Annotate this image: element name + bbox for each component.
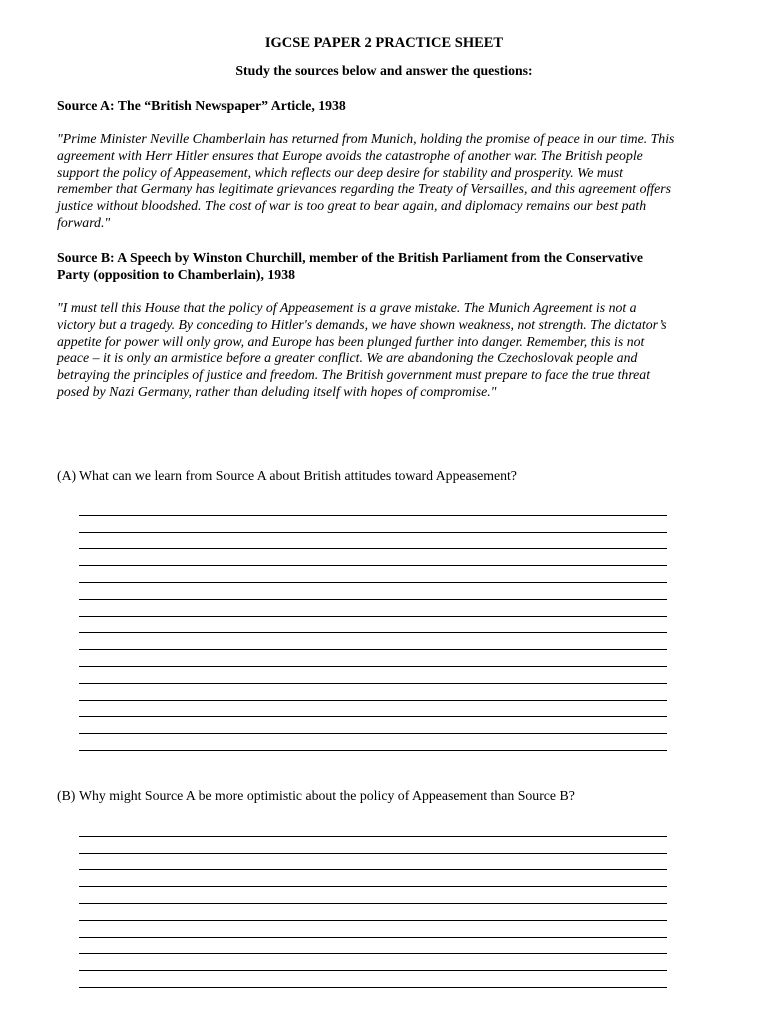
question-b bbox=[57, 788, 707, 804]
question-a-text: What can we learn from Source A about British attitudes toward Appeasement? bbox=[79, 468, 517, 483]
answer-line[interactable] bbox=[79, 954, 667, 971]
answer-line[interactable] bbox=[79, 820, 667, 837]
answer-line[interactable] bbox=[79, 904, 667, 921]
answer-line[interactable] bbox=[79, 600, 667, 617]
answer-line[interactable] bbox=[79, 921, 667, 938]
answer-line[interactable] bbox=[79, 701, 667, 718]
source-b-heading: Source B: A Speech by Winston Churchill, member of the British Parliament from the Conservative Party (opposition to Chamberlain), 1938 bbox=[57, 250, 643, 282]
answer-line[interactable] bbox=[79, 870, 667, 887]
answer-line[interactable] bbox=[79, 533, 667, 550]
answer-line[interactable] bbox=[79, 938, 667, 955]
source-b-text: "I must tell this House that the policy of Appeasement is a grave mistake. The Munich Agreement is not a victory but a tragedy. By conceding to Hitler's demands, we have shown weakness, not strength. The dictator’s appetite for power will only grow, and Europe has been plunged further into danger. Remember, this is not peace – it is only an armistice before a greater conflict. We are abandoning the Czechoslovak people and betraying the principles of justice and freedom. The British government must prepare to face the true threat posed by Nazi Germany, rather than deluding itself with hopes of compromise." bbox=[57, 300, 667, 399]
answer-line[interactable] bbox=[79, 887, 667, 904]
answer-line[interactable] bbox=[79, 971, 667, 988]
question-a bbox=[57, 468, 707, 484]
answer-line[interactable] bbox=[79, 667, 667, 684]
source-a-heading: Source A: The “British Newspaper” Article, 1938 bbox=[57, 98, 346, 113]
answer-line[interactable] bbox=[79, 549, 667, 566]
instructions: Study the sources below and answer the questions: bbox=[235, 63, 533, 78]
question-b-label: (B) bbox=[57, 788, 76, 803]
answer-line[interactable] bbox=[79, 516, 667, 533]
answer-line[interactable] bbox=[79, 734, 667, 751]
question-b-text: Why might Source A be more optimistic about the policy of Appeasement than Source B? bbox=[79, 788, 575, 803]
answer-line[interactable] bbox=[79, 854, 667, 871]
answer-line[interactable] bbox=[79, 717, 667, 734]
answer-lines-b[interactable] bbox=[79, 820, 667, 988]
answer-lines-a[interactable] bbox=[79, 499, 667, 751]
answer-line[interactable] bbox=[79, 583, 667, 600]
answer-line[interactable] bbox=[79, 684, 667, 701]
answer-line[interactable] bbox=[79, 566, 667, 583]
answer-line[interactable] bbox=[79, 617, 667, 634]
answer-line[interactable] bbox=[79, 650, 667, 667]
answer-line[interactable] bbox=[79, 499, 667, 516]
answer-line[interactable] bbox=[79, 633, 667, 650]
answer-line[interactable] bbox=[79, 837, 667, 854]
page-title: IGCSE PAPER 2 PRACTICE SHEET bbox=[264, 35, 504, 51]
question-a-label: (A) bbox=[57, 468, 77, 483]
source-a-text: "Prime Minister Neville Chamberlain has returned from Munich, holding the promise of peace in our time. This agreement with Herr Hitler ensures that Europe avoids the catastrophe of another war. The British people support the policy of Appeasement, which reflects our deep desire for stability and prosperity. We must remember that Germany has legitimate grievances regarding the Treaty of Versailles, and this agreement offers justice without bloodshed. The cost of war is too great to bear again, and diplomacy remains our best path forward." bbox=[57, 131, 675, 230]
